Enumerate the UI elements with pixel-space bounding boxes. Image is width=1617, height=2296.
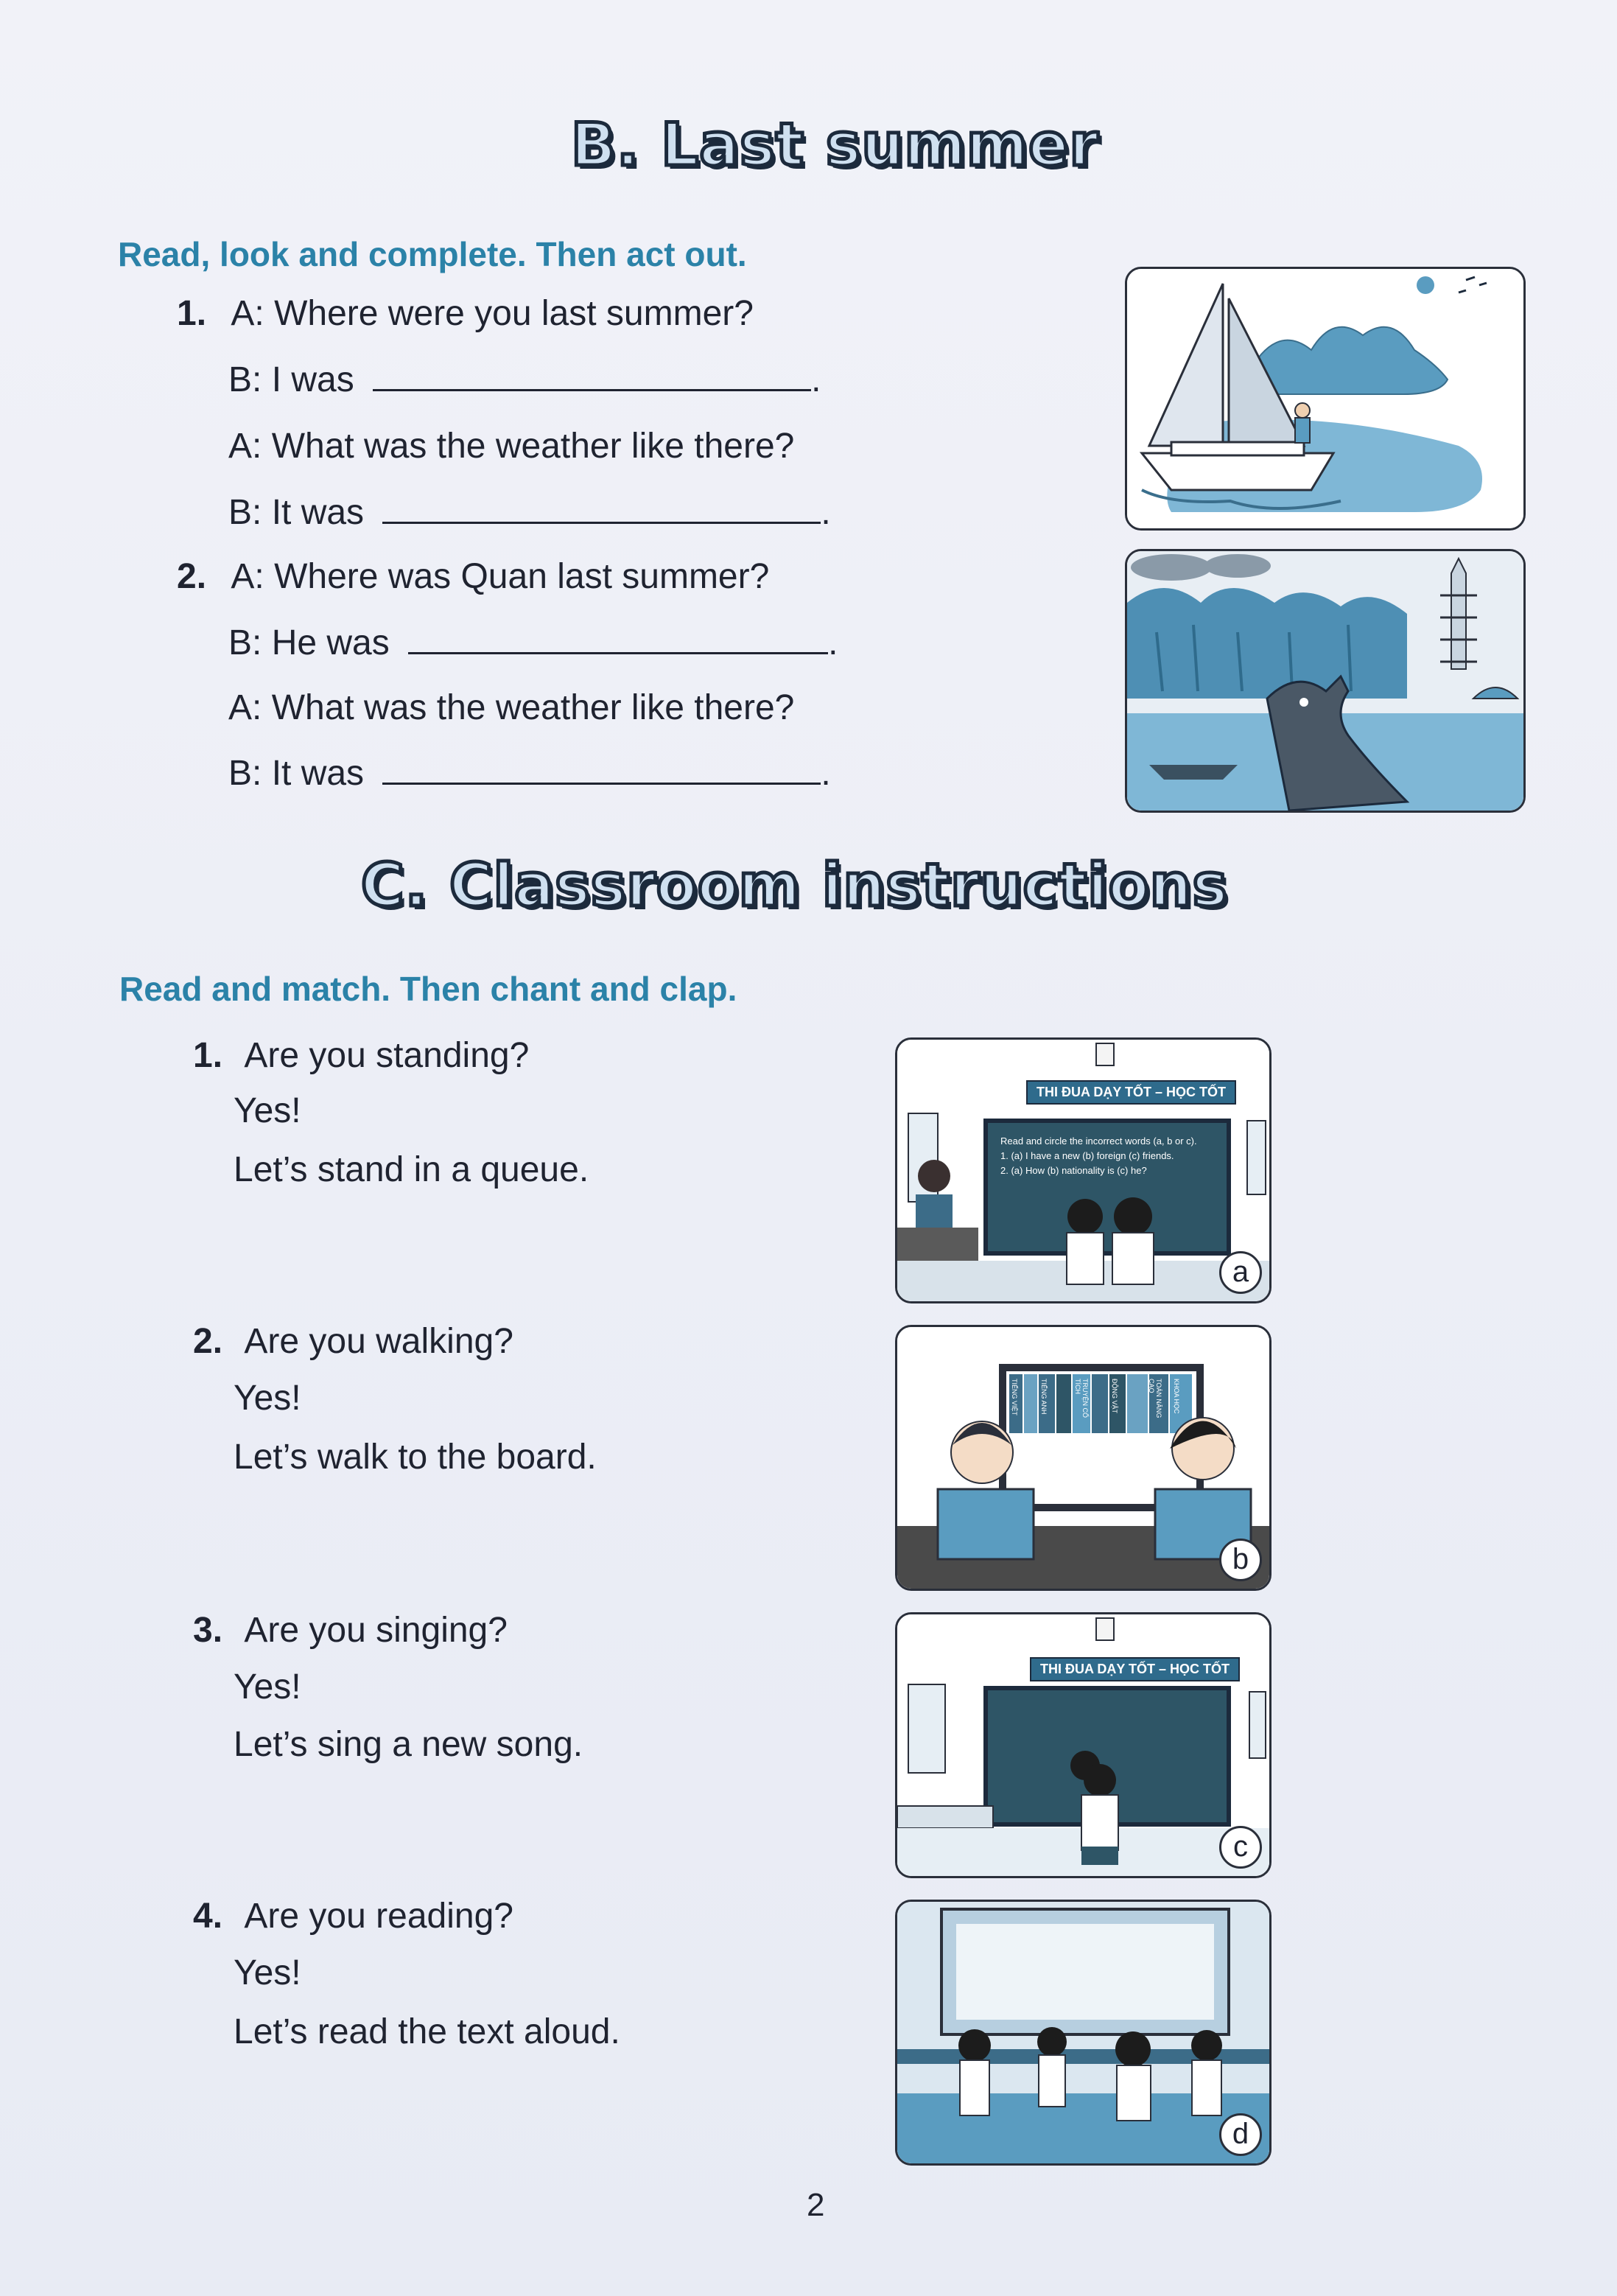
students-reading-illustration xyxy=(897,1327,1269,1589)
c-item-4-number: 4. xyxy=(193,1897,223,1936)
b-item-2-q2: A: What was the weather like there? xyxy=(228,688,795,727)
b-item-2-blank-2[interactable] xyxy=(382,753,821,785)
board-line-1: Read and circle the incorrect words (a, b or c). xyxy=(1000,1135,1197,1147)
b-item-2-q1-line xyxy=(177,556,769,597)
students-singing-illustration xyxy=(897,1902,1269,2163)
c-item-4-question: Are you reading? xyxy=(244,1897,513,1936)
page-number: 2 xyxy=(807,2187,825,2223)
picture-b-book-spines xyxy=(1009,1376,1193,1433)
b-item-2-a1: B: He was xyxy=(228,623,390,662)
sailboat-picture xyxy=(1125,267,1526,531)
spine-4: ĐỘNG VẬT xyxy=(1111,1379,1118,1414)
b-item-1-q2: A: What was the weather like there? xyxy=(228,427,795,466)
section-c-instruction: Read and match. Then chant and clap. xyxy=(119,970,737,1008)
picture-d-letter: d xyxy=(1219,2113,1262,2156)
c-item-1-number: 1. xyxy=(193,1036,223,1075)
b-item-2-blank-1[interactable] xyxy=(408,623,828,654)
dragon-boat-illustration xyxy=(1127,551,1523,811)
picture-c-letter: c xyxy=(1219,1826,1262,1869)
dragon-boat-picture xyxy=(1125,549,1526,813)
b-item-1-q1: A: Where were you last summer? xyxy=(231,294,754,333)
sailboat-illustration xyxy=(1127,269,1523,528)
b-item-1-a1: B: I was xyxy=(228,360,354,399)
c-item-1-question: Are you standing? xyxy=(244,1036,530,1075)
b-item-1-a1-line: B: I was . xyxy=(228,360,821,399)
b-item-1-blank-2[interactable] xyxy=(382,492,821,524)
c-item-1-answer: Yes! xyxy=(234,1091,301,1130)
picture-c-banner: THI ĐUA DẠY TỐT – HỌC TỐT xyxy=(1030,1657,1240,1681)
b-item-1-q2-line xyxy=(228,426,794,466)
b-item-2-a2-line: B: It was . xyxy=(228,754,831,793)
picture-a-board-text xyxy=(1000,1134,1221,1178)
b-item-1-a2: B: It was xyxy=(228,493,365,532)
c-item-3-number: 3. xyxy=(193,1611,223,1650)
c-item-2-question-line xyxy=(193,1321,513,1362)
board-line-3: 2. (a) How (b) nationality is (c) he? xyxy=(1000,1165,1147,1176)
c-item-1-question-line xyxy=(193,1035,529,1076)
picture-b-letter: b xyxy=(1219,1539,1262,1581)
c-item-4-answer: Yes! xyxy=(234,1953,301,1992)
c-item-2-action: Let’s walk to the board. xyxy=(234,1438,597,1477)
section-b-title: B. Last summer xyxy=(571,111,1099,179)
section-c-title: C. Classroom instructions xyxy=(361,851,1229,920)
c-item-4-action: Let’s read the text aloud. xyxy=(234,2012,620,2051)
students-queue-illustration xyxy=(897,1614,1269,1876)
b-item-2-a2: B: It was xyxy=(228,754,365,793)
spine-6: KHOA HỌC xyxy=(1173,1379,1180,1414)
c-item-3-question-line xyxy=(193,1610,508,1651)
picture-b[interactable] xyxy=(895,1325,1271,1591)
picture-a-letter: a xyxy=(1219,1251,1262,1294)
b-item-2-number: 2. xyxy=(177,557,207,596)
c-item-2-number: 2. xyxy=(193,1322,223,1361)
picture-a[interactable] xyxy=(895,1037,1271,1303)
b-item-2-q2-line xyxy=(228,687,794,728)
picture-a-banner: THI ĐUA DẠY TỐT – HỌC TỐT xyxy=(1026,1080,1236,1105)
b-item-1-blank-1[interactable] xyxy=(373,360,811,391)
b-item-1-q1-line xyxy=(177,293,754,334)
b-item-1-number: 1. xyxy=(177,294,207,333)
board-line-2: 1. (a) I have a new (b) foreign (c) friends. xyxy=(1000,1150,1174,1161)
c-item-2-answer: Yes! xyxy=(234,1379,301,1418)
c-item-3-action: Let’s sing a new song. xyxy=(234,1725,583,1764)
spine-1: TIẾNG VIỆT xyxy=(1011,1379,1018,1416)
section-b-instruction: Read, look and complete. Then act out. xyxy=(118,235,747,273)
b-item-2-q1: A: Where was Quan last summer? xyxy=(231,557,770,596)
picture-d[interactable] xyxy=(895,1900,1271,2166)
c-item-1-action: Let’s stand in a queue. xyxy=(234,1150,589,1189)
c-item-3-answer: Yes! xyxy=(234,1667,301,1707)
spine-5: TOÁN NÂNG CAO xyxy=(1148,1379,1162,1418)
spine-2: TIẾNG ANH xyxy=(1040,1379,1048,1415)
c-item-2-question: Are you walking? xyxy=(244,1322,513,1361)
c-item-3-question: Are you singing? xyxy=(244,1611,508,1650)
b-item-2-a1-line: B: He was . xyxy=(228,623,838,662)
c-item-4-question-line xyxy=(193,1896,513,1936)
b-item-1-a2-line: B: It was . xyxy=(228,493,831,532)
spine-3: TRUYỆN CỔ TÍCH xyxy=(1074,1379,1089,1418)
picture-c[interactable] xyxy=(895,1612,1271,1878)
